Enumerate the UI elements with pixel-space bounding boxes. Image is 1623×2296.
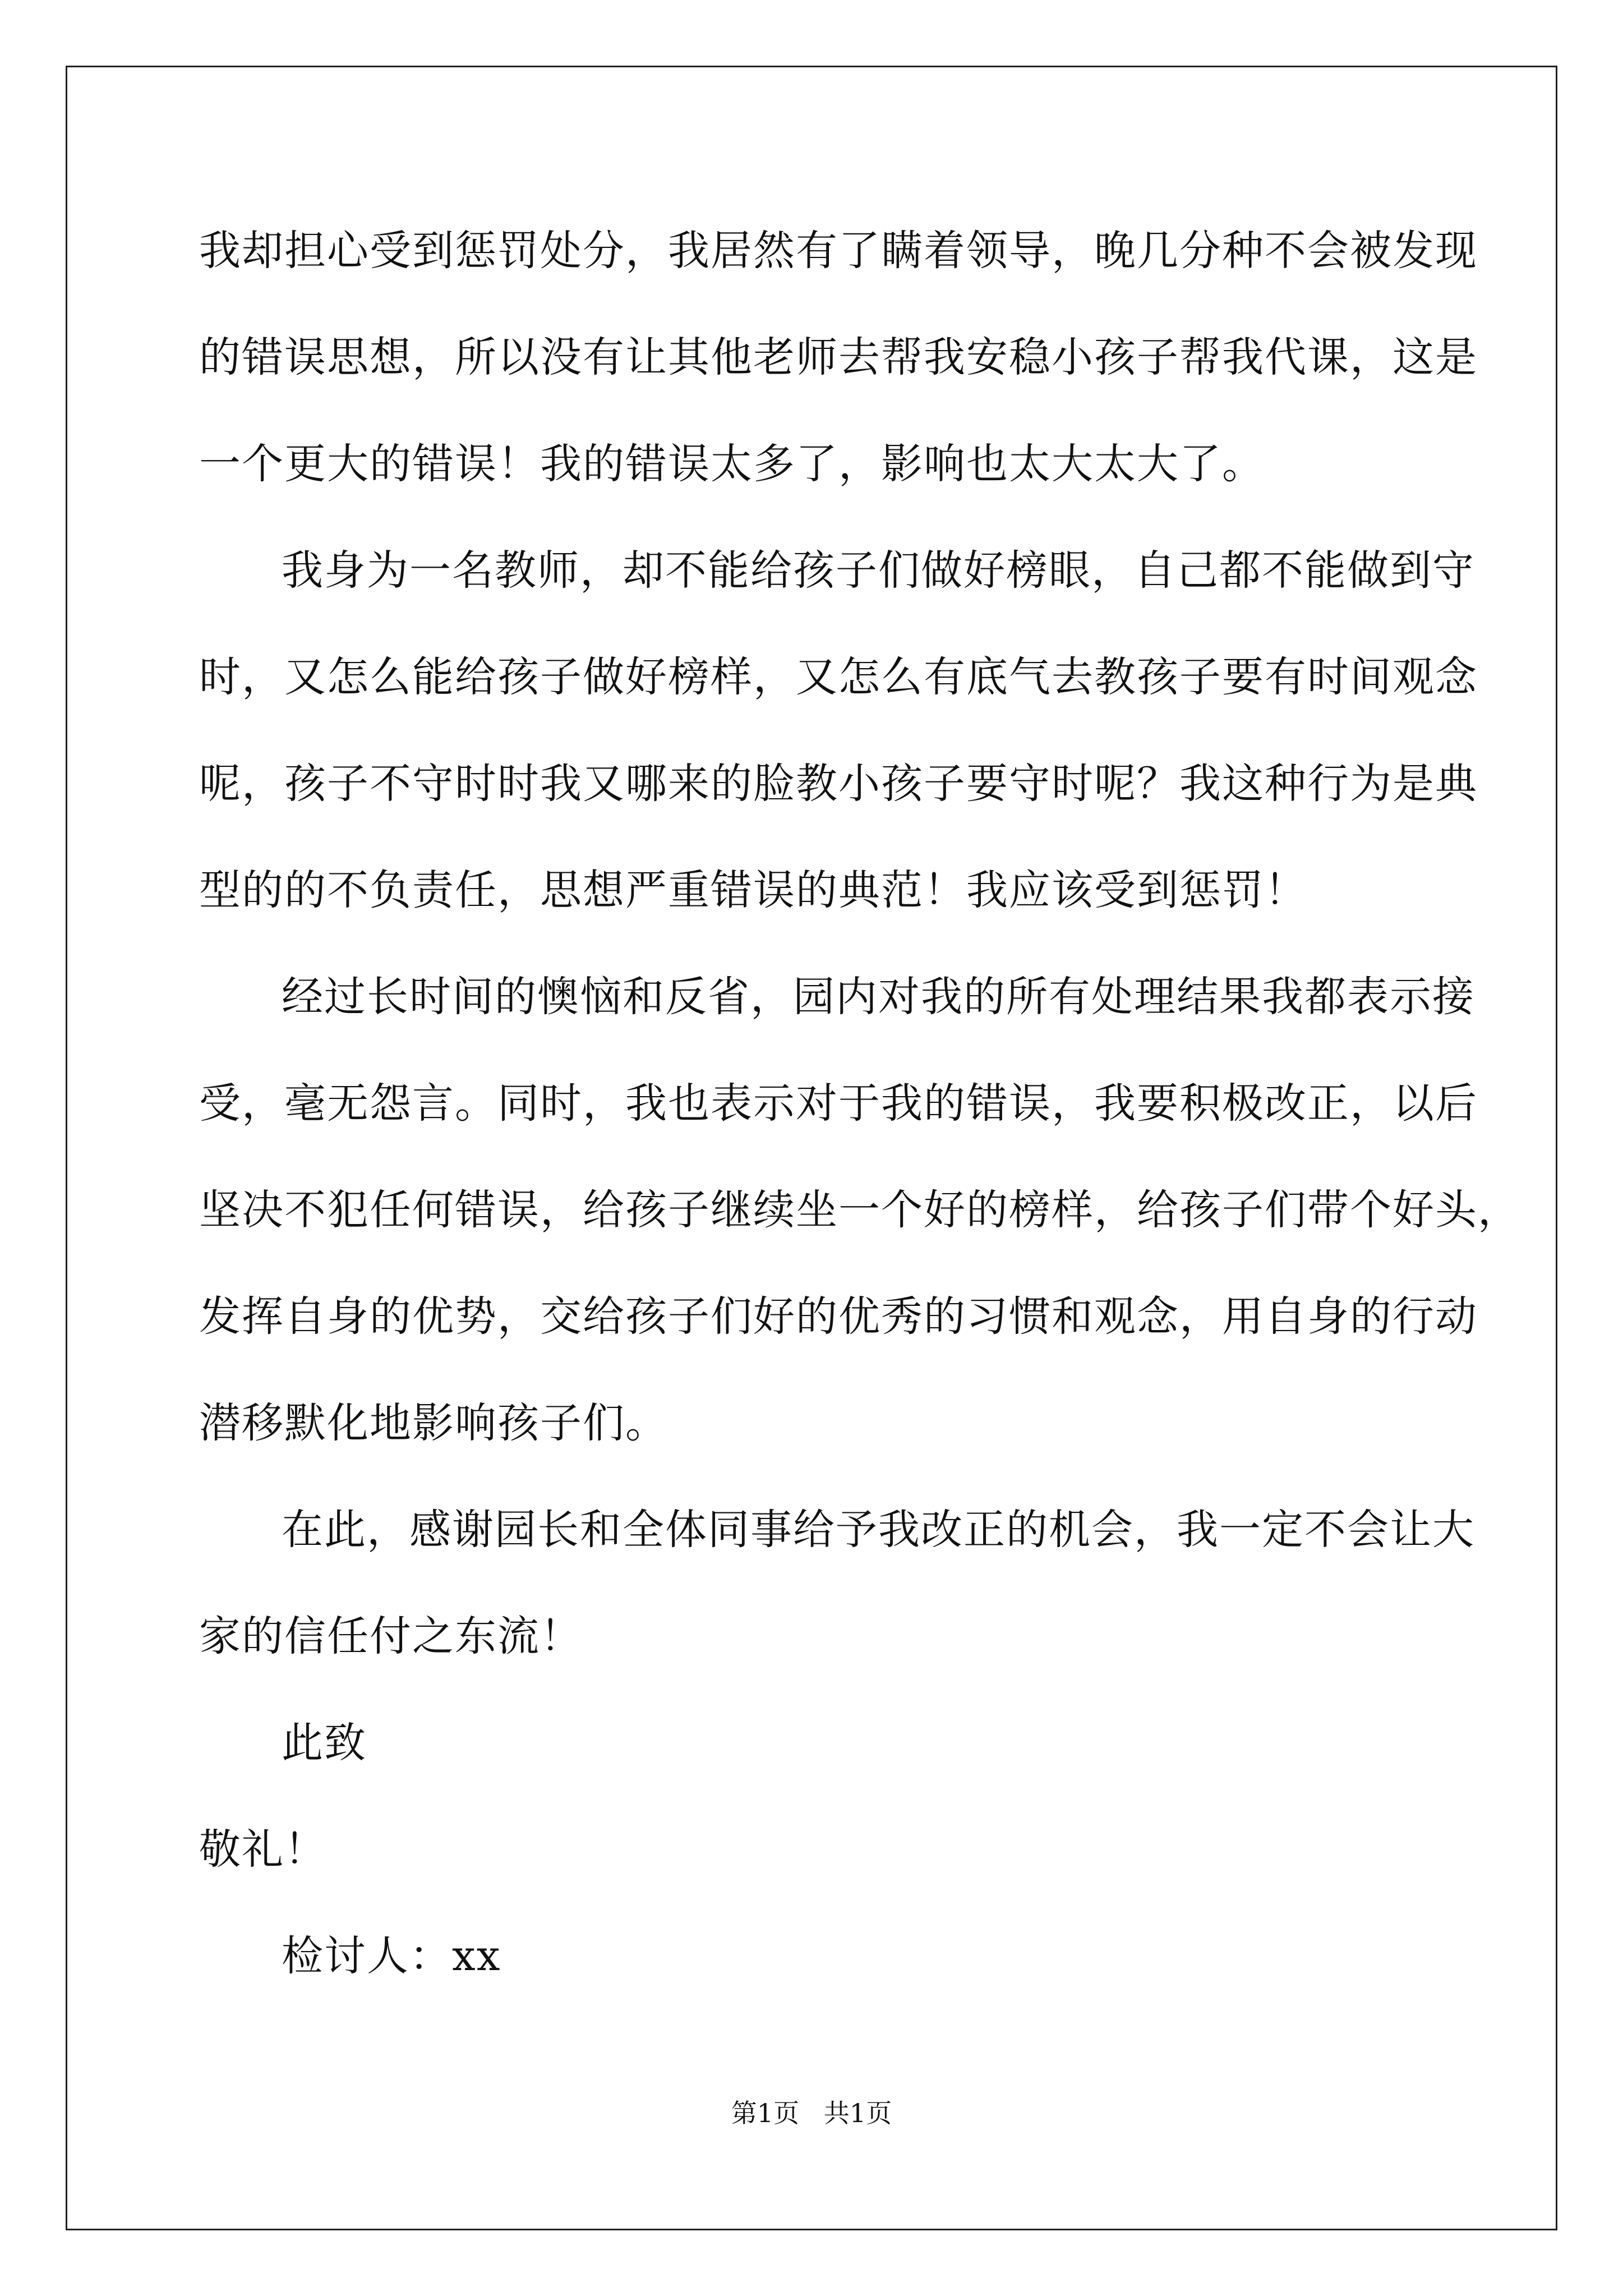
body-line: 时，又怎么能给孩子做好榜样，又怎么有底气去教孩子要有时间观念 [199, 653, 1478, 701]
body-line: 我身为一名教师，却不能给孩子们做好榜眼，自己都不能做到守 [282, 546, 1475, 595]
body-line: 的错误思想，所以没有让其他老师去帮我安稳小孩子帮我代课，这是 [199, 333, 1478, 381]
page-border [66, 66, 1557, 2230]
body-line: 一个更大的错误！我的错误太多了，影响也太大太大了。 [199, 440, 1265, 488]
body-line: 坚决不犯任何错误，给孩子继续坐一个好的榜样，给孩子们带个好头， [199, 1186, 1520, 1234]
closing-respect: 敬礼！ [199, 1825, 327, 1874]
body-line: 经过长时间的懊恼和反省，园内对我的所有处理结果我都表示接 [282, 973, 1475, 1021]
closing-salutation: 此致 [282, 1719, 367, 1767]
body-line: 呢，孩子不守时时我又哪来的脸教小孩子要守时呢？我这种行为是典 [199, 760, 1478, 808]
signature-line: 检讨人：xx [282, 1932, 501, 1980]
body-line: 家的信任付之东流！ [199, 1612, 583, 1660]
body-line: 在此，感谢园长和全体同事给予我改正的机会，我一定不会让大 [282, 1506, 1475, 1554]
body-line: 型的的不负责任，思想严重错误的典范！我应该受到惩罚！ [199, 866, 1307, 914]
body-line: 发挥自身的优势，交给孩子们好的优秀的习惯和观念，用自身的行动 [199, 1292, 1478, 1341]
page-number-footer: 第1页 共1页 [731, 2098, 892, 2128]
body-line: 受，毫无怨言。同时，我也表示对于我的错误，我要积极改正，以后 [199, 1079, 1478, 1128]
body-line: 我却担心受到惩罚处分，我居然有了瞒着领导，晚几分种不会被发现 [199, 227, 1478, 275]
body-line: 潜移默化地影响孩子们。 [199, 1399, 668, 1447]
